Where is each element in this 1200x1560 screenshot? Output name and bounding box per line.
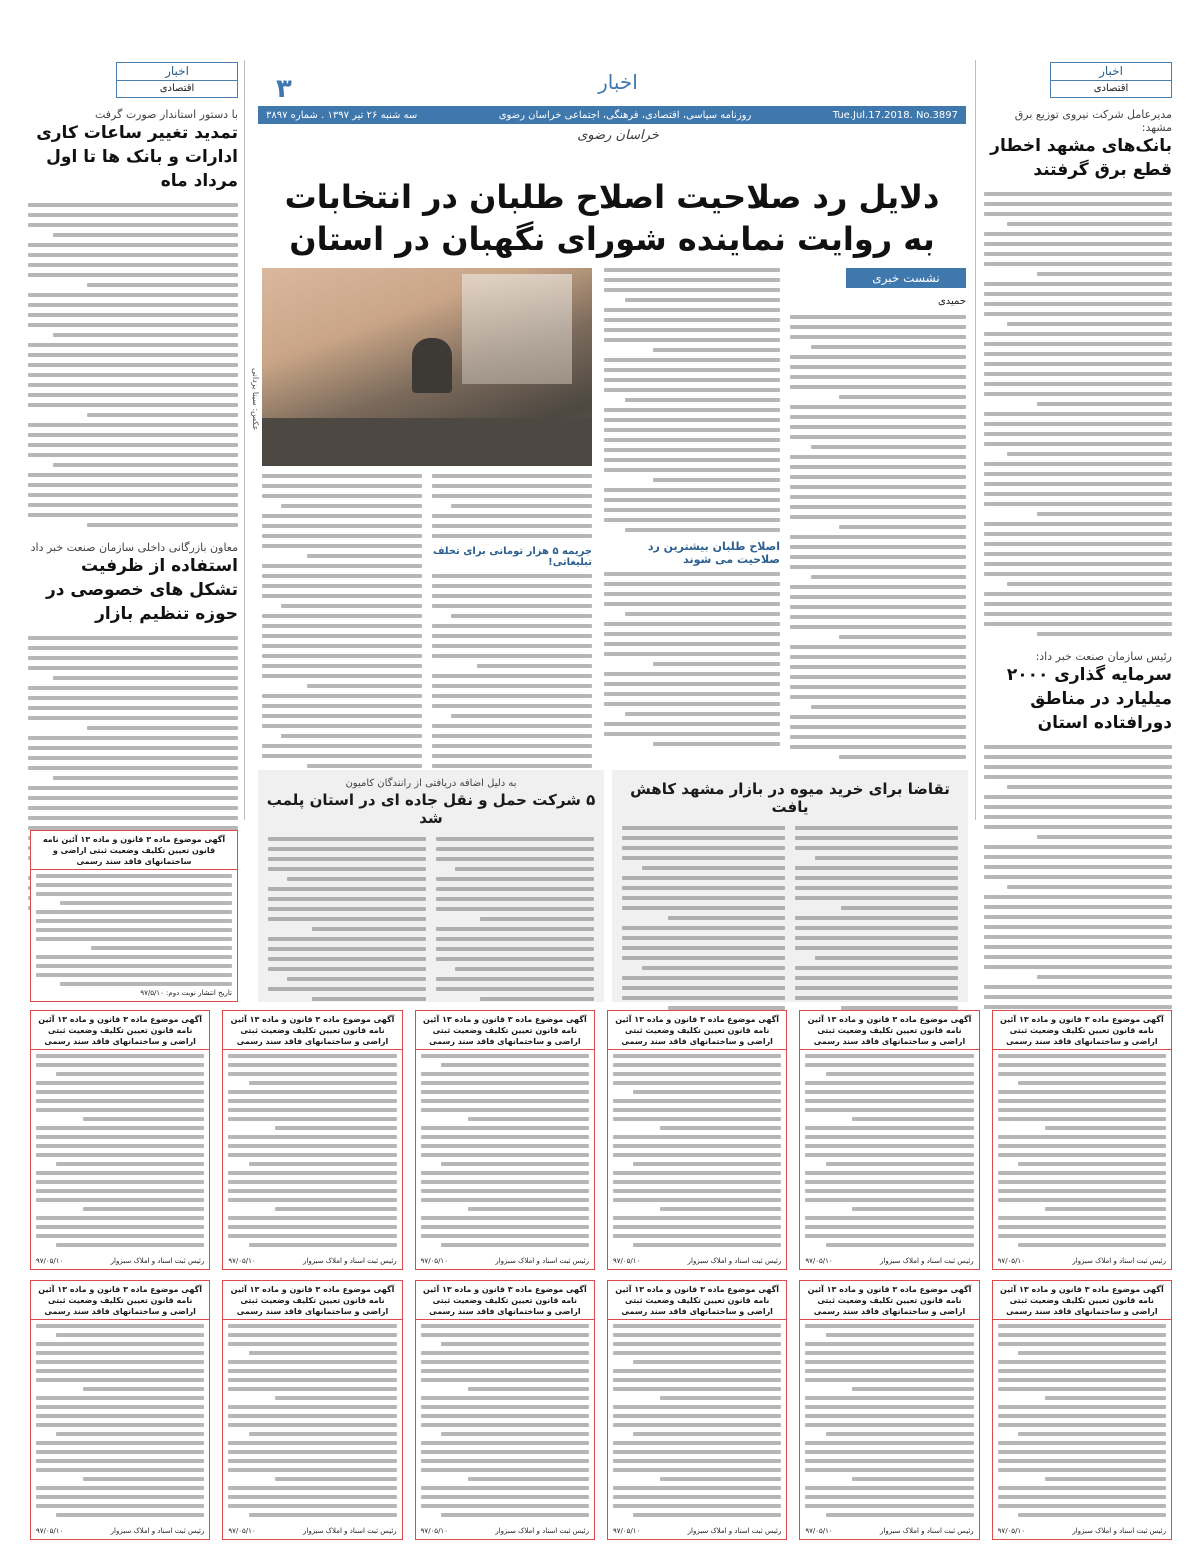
transport-kicker: به دلیل اضافه دریافتی از رانندگان کامیون (345, 778, 517, 789)
legal-ad (30, 1010, 210, 1270)
side-ad-footer (36, 989, 232, 997)
left-section-tag (116, 62, 238, 98)
conference-table-shape (262, 418, 592, 466)
transport-body-b (268, 837, 426, 1001)
legal-ad-number: ۹۷/۰۵/۱۰ (805, 1527, 833, 1535)
legal-ad (222, 1280, 402, 1540)
masthead (258, 60, 966, 150)
legal-ad-header: آگهی موضوع ماده ۳ قانون و ماده ۱۳ آئین نامه قانون تعیین تکلیف وضعیت ثبتی اراضی و ساختمانهای فاقد سند رسمی (608, 1281, 786, 1320)
legal-ad (992, 1010, 1172, 1270)
main-col4-body (262, 474, 422, 768)
legal-ad-header: آگهی موضوع ماده ۳ قانون و ماده ۱۳ آئین نامه قانون تعیین تکلیف وضعیت ثبتی اراضی و ساختمانهای فاقد سند رسمی (800, 1011, 978, 1050)
legal-ad-header: آگهی موضوع ماده ۳ قانون و ماده ۱۳ آئین نامه قانون تعیین تکلیف وضعیت ثبتی اراضی و ساختمانهای فاقد سند رسمی (608, 1011, 786, 1050)
legal-ad-number: ۹۷/۰۵/۱۰ (613, 1527, 641, 1535)
date-persian: سه شنبه ۲۶ تیر ۱۳۹۷ . شماره ۳۸۹۷ (266, 109, 418, 121)
legal-ad (222, 1010, 402, 1270)
legal-ad-header: آگهی موضوع ماده ۳ قانون و ماده ۱۳ آئین نامه قانون تعیین تکلیف وضعیت ثبتی اراضی و ساختمانهای فاقد سند رسمی (31, 1011, 209, 1050)
left-story1-body (28, 203, 238, 527)
right-news-column (984, 62, 1172, 882)
paper-logo: خراسان رضوی (577, 128, 659, 143)
legal-ad-signature: رئیس ثبت اسناد و املاک سبزوار (495, 1257, 590, 1265)
main-author: حمیدی (937, 296, 966, 307)
left-news-column (28, 62, 238, 882)
left-tag-title: اخبار (117, 63, 237, 81)
masthead-band (258, 106, 966, 124)
legal-ad (415, 1280, 595, 1540)
legal-ad-number: ۹۷/۰۵/۱۰ (997, 1527, 1025, 1535)
legal-ad-header: آگهی موضوع ماده ۳ قانون و ماده ۱۳ آئین نامه قانون تعیین تکلیف وضعیت ثبتی اراضی و ساختمانهای فاقد سند رسمی (223, 1011, 401, 1050)
legal-ad-header: آگهی موضوع ماده ۳ قانون و ماده ۱۳ آئین نامه قانون تعیین تکلیف وضعیت ثبتی اراضی و ساختمانهای فاقد سند رسمی (416, 1281, 594, 1320)
transport-body-a (436, 837, 594, 1001)
legal-ad-number: ۹۷/۰۵/۱۰ (36, 1527, 64, 1535)
main-story-left-columns (262, 474, 592, 764)
legal-ad-number: ۹۷/۰۵/۱۰ (228, 1527, 256, 1535)
side-ad-header: آگهی موضوع ماده ۳ قانون و ماده ۱۳ آئین نامه قانون تعیین تکلیف وضعیت ثبتی اراضی و ساختمانهای فاقد سند رسمی (31, 831, 237, 870)
page-number: ۳ (276, 74, 292, 104)
legal-ad-number: ۹۷/۰۵/۱۰ (36, 1257, 64, 1265)
legal-ad-signature: رئیس ثبت اسناد و املاک سبزوار (880, 1257, 974, 1265)
right-column-divider (975, 60, 976, 820)
right-story1-headline: بانک‌های مشهد اخطار قطع برق گرفتند (990, 136, 1172, 180)
legal-ad (799, 1280, 979, 1540)
fruit-market-body-a (795, 826, 958, 1010)
legal-ad-signature: رئیس ثبت اسناد و املاک سبزوار (110, 1527, 205, 1535)
right-story2-kicker: رئیس سازمان صنعت خبر داد: (1035, 650, 1172, 663)
fruit-market-headline: تقاضا برای خرید میوه در بازار مشهد کاهش یافت (630, 780, 950, 816)
right-story2-headline: سرمایه گذاری ۲۰۰۰ میلیارد در مناطق دورافتاده استان (1006, 665, 1172, 733)
right-story1-body (984, 192, 1172, 636)
right-story2-body (984, 745, 1172, 1009)
legal-ad-header: آگهی موضوع ماده ۳ قانون و ماده ۱۳ آئین نامه قانون تعیین تکلیف وضعیت ثبتی اراضی و ساختمانهای فاقد سند رسمی (223, 1281, 401, 1320)
right-tag-sub: اقتصادی (1051, 81, 1171, 97)
legal-ad-header: آگهی موضوع ماده ۳ قانون و ماده ۱۳ آئین نامه قانون تعیین تکلیف وضعیت ثبتی اراضی و ساختمانهای فاقد سند رسمی (31, 1281, 209, 1320)
legal-ad-signature: رئیس ثبت اسناد و املاک سبزوار (1072, 1527, 1166, 1535)
legal-ad (799, 1010, 979, 1270)
legal-ad-signature: رئیس ثبت اسناد و املاک سبزوار (687, 1527, 782, 1535)
side-ad-publish-date: تاریخ انتشار نوبت دوم: ۹۷/۵/۱۰ (140, 989, 232, 997)
left-story1-headline: تمدید تغییر ساعات کاری ادارات و بانک ها تا اول مرداد ماه (36, 123, 238, 191)
main-headline-line2: به روایت نماینده شورای نگهبان در استان (289, 220, 935, 258)
left-tag-sub: اقتصادی (117, 81, 237, 97)
date-english: Tue.Jul.17.2018. No.3897 (832, 109, 958, 121)
podium-figure-shape (412, 338, 452, 393)
paper-subtitle: روزنامه سیاسی، اقتصادی، فرهنگی، اجتماعی خراسان رضوی (498, 109, 752, 121)
main-headline (258, 176, 966, 260)
legal-ad-signature: رئیس ثبت اسناد و املاک سبزوار (303, 1257, 397, 1265)
legal-ad-header: آگهی موضوع ماده ۳ قانون و ماده ۱۳ آئین نامه قانون تعیین تکلیف وضعیت ثبتی اراضی و ساختمانهای فاقد سند رسمی (993, 1281, 1171, 1320)
main-story-mid-column (604, 268, 780, 768)
legal-ad-header: آگهی موضوع ماده ۳ قانون و ماده ۱۳ آئین نامه قانون تعیین تکلیف وضعیت ثبتی اراضی و ساختمانهای فاقد سند رسمی (993, 1011, 1171, 1050)
left-story2-kicker: معاون بازرگانی داخلی سازمان صنعت خبر داد (30, 541, 238, 554)
main-mid-body-a (604, 268, 780, 532)
side-legal-ad (30, 830, 238, 1002)
transport-story (258, 770, 604, 1002)
legal-ad-number: ۹۷/۰۵/۱۰ (420, 1527, 448, 1535)
legal-ad-signature: رئیس ثبت اسناد و املاک سبزوار (110, 1257, 205, 1265)
legal-ad-header: آگهی موضوع ماده ۳ قانون و ماده ۱۳ آئین نامه قانون تعیین تکلیف وضعیت ثبتی اراضی و ساختمانهای فاقد سند رسمی (416, 1011, 594, 1050)
legal-ad-signature: رئیس ثبت اسناد و املاک سبزوار (303, 1527, 397, 1535)
legal-ad (992, 1280, 1172, 1540)
legal-ad (607, 1280, 787, 1540)
right-story1-kicker: مدیرعامل شرکت نیروی توزیع برق مشهد: (1014, 108, 1172, 134)
news-conference-tag: نشست خبری (846, 268, 966, 288)
legal-ad-number: ۹۷/۰۵/۱۰ (420, 1257, 448, 1265)
legal-ads-grid (30, 1010, 1172, 1540)
legal-ad-number: ۹۷/۰۵/۱۰ (997, 1257, 1025, 1265)
main-mid-body-b (604, 572, 780, 746)
left-story2-headline: استفاده از ظرفیت تشکل های خصوصی در حوزه تنظیم بازار (45, 556, 238, 624)
main-headline-line1: دلایل رد صلاحیت اصلاح طلبان در انتخابات (284, 178, 940, 216)
fruit-market-body-b (622, 826, 785, 1010)
legal-ad-signature: رئیس ثبت اسناد و املاک سبزوار (1072, 1257, 1166, 1265)
left-column-divider (244, 60, 245, 820)
legal-ad-number: ۹۷/۰۵/۱۰ (613, 1257, 641, 1265)
left-story1-kicker: با دستور استاندار صورت گرفت (94, 108, 238, 121)
main-col3-body-a (432, 474, 592, 538)
main-story-photo (262, 268, 592, 466)
main-subhead-1: جریمه ۵ هزار تومانی برای تخلف تبلیغاتی! (432, 546, 592, 568)
main-lead-body (790, 315, 966, 759)
transport-headline: ۵ شرکت حمل و نقل جاده ای در استان پلمب شد (266, 791, 596, 827)
portrait-banner-shape (462, 274, 572, 384)
fruit-market-story (612, 770, 968, 1002)
main-col3-body-b (432, 574, 592, 778)
section-name: اخبار (598, 70, 638, 94)
legal-ad-header: آگهی موضوع ماده ۳ قانون و ماده ۱۳ آئین نامه قانون تعیین تکلیف وضعیت ثبتی اراضی و ساختمانهای فاقد سند رسمی (800, 1281, 978, 1320)
legal-ad (30, 1280, 210, 1540)
legal-ad-signature: رئیس ثبت اسناد و املاک سبزوار (687, 1257, 782, 1265)
right-section-tag (1050, 62, 1172, 98)
legal-ad (415, 1010, 595, 1270)
main-story-lead-column (790, 268, 966, 768)
legal-ad-number: ۹۷/۰۵/۱۰ (805, 1257, 833, 1265)
main-subhead-2: اصلاح طلبان بیشترین رد صلاحیت می شوند (647, 540, 780, 566)
right-tag-title: اخبار (1051, 63, 1171, 81)
legal-ad (607, 1010, 787, 1270)
legal-ad-signature: رئیس ثبت اسناد و املاک سبزوار (495, 1527, 590, 1535)
photo-credit: عکس: سینا یزدانی (251, 367, 260, 430)
legal-ad-signature: رئیس ثبت اسناد و املاک سبزوار (880, 1527, 974, 1535)
legal-ad-number: ۹۷/۰۵/۱۰ (228, 1257, 256, 1265)
